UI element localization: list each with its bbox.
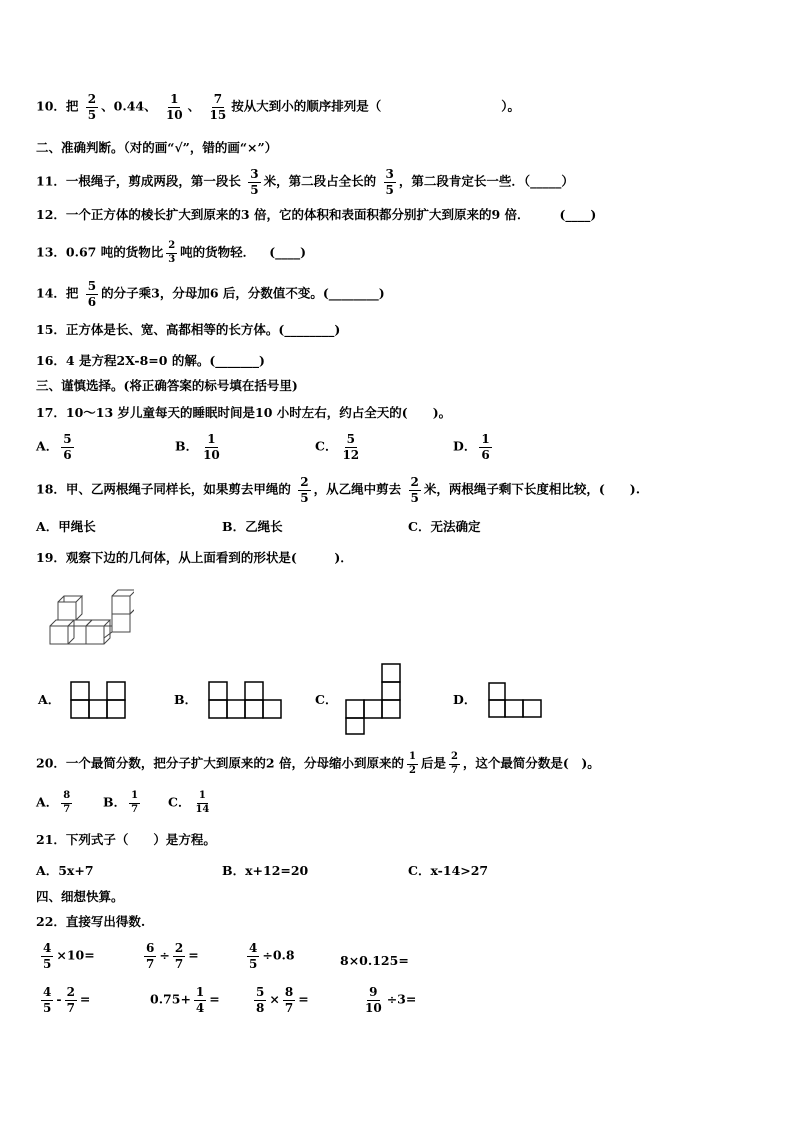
option-a[interactable]: A．甲绳长 — [36, 519, 96, 534]
option-c[interactable]: C． $\frac{5}{12}$ — [315, 432, 360, 462]
question-16: 16．4 是方程2X-8=0 的解。(_______) — [36, 353, 265, 368]
calc-item: $\frac{5}{8}$ × $\frac{8}{7}$ = — [256, 985, 309, 1015]
option-a-label[interactable]: A． — [38, 692, 61, 707]
option-b[interactable]: B． $\frac{1}{10}$ — [175, 432, 220, 462]
question-20: 20．一个最简分数，把分子扩大到原来的2 倍，分母缩小到原来的 $\frac{1}{2}$ 后是 $\frac{2}{7}$ ，这个最简分数是( )。 — [36, 751, 600, 776]
fraction: $\frac{5}{6}$ — [87, 279, 97, 309]
calc-item: 8×0.125= — [340, 953, 409, 968]
cube-solid-figure — [44, 586, 134, 652]
option-c-label[interactable]: C． — [315, 692, 338, 707]
fraction: $\frac{2}{5}$ — [87, 92, 97, 122]
question-14: 14．把 $\frac{5}{6}$ 的分子乘3，分母加6 后，分数值不变。(________) — [36, 279, 385, 309]
fraction: $\frac{3}{5}$ — [385, 167, 394, 197]
section-heading: 二、准确判断。（对的画“√”，错的画“×”） — [36, 140, 278, 155]
option-b-shape[interactable] — [208, 681, 282, 719]
question-10: 10．把 $\frac{2}{5}$ 、0.44、 $\frac{1}{10}$ 、 $\frac{7}{15}$ 按从大到小的顺序排列是（ ）。 — [36, 92, 521, 122]
option-a[interactable]: A． $\frac{8}{7}$ — [36, 790, 71, 815]
question-13: 13．0.67 吨的货物比 $\frac{2}{3}$ 吨的货物轻． (____) — [36, 240, 307, 265]
option-b[interactable]: B． $\frac{1}{7}$ — [103, 790, 139, 815]
option-a[interactable]: A．5x+7 — [36, 863, 94, 878]
question-21: 21．下列式子（ ）是方程。 — [36, 832, 216, 847]
fraction: $\frac{1}{2}$ — [408, 751, 416, 776]
question-number: 10． — [36, 98, 66, 114]
option-a[interactable]: A． $\frac{5}{6}$ — [36, 432, 72, 462]
answer-blank: (____) — [269, 244, 307, 260]
option-d-label[interactable]: D． — [453, 692, 477, 707]
option-a-shape[interactable] — [70, 681, 126, 719]
fraction: $\frac{2}{7}$ — [450, 751, 458, 776]
answer-blank: (____) — [559, 207, 597, 222]
question-12: 12．一个正方体的棱长扩大到原来的3 倍，它的体积和表面积都分别扩大到原来的9 倍． (____) — [36, 207, 597, 222]
calc-item: 0.75+ $\frac{1}{4}$ = — [150, 985, 220, 1015]
section-heading: 四、细想快算。 — [36, 889, 124, 904]
calc-item: $\frac{6}{7}$ ÷ $\frac{2}{7}$ = — [146, 941, 199, 971]
fraction: $\frac{2}{5}$ — [300, 475, 309, 505]
fraction: $\frac{7}{15}$ — [209, 92, 227, 122]
fraction: $\frac{2}{3}$ — [168, 240, 176, 265]
option-c-shape[interactable] — [345, 663, 401, 735]
question-19: 19．观察下边的几何体，从上面看到的形状是( )． — [36, 550, 353, 565]
question-18: 18．甲、乙两根绳子同样长，如果剪去甲绳的 $\frac{2}{5}$ ，从乙绳中剪去 $\frac{2}{5}$ 米，两根绳子剩下长度相比较，( ). — [36, 475, 641, 505]
option-b[interactable]: B．乙绳长 — [222, 519, 283, 534]
option-c[interactable]: C．无法确定 — [408, 519, 481, 534]
section-heading: 三、谨慎选择。(将正确答案的标号填在括号里) — [36, 378, 298, 393]
option-b-label[interactable]: B． — [174, 692, 198, 707]
option-d[interactable]: D． $\frac{1}{6}$ — [453, 432, 490, 462]
fraction: $\frac{3}{5}$ — [250, 167, 259, 197]
calc-item: $\frac{4}{5}$ ×10= — [43, 941, 95, 971]
calc-item: $\frac{9}{10}$ ÷3= — [365, 985, 417, 1015]
calc-item: $\frac{4}{5}$ - $\frac{2}{7}$ = — [43, 985, 91, 1015]
fraction: $\frac{1}{10}$ — [165, 92, 183, 122]
fraction: $\frac{2}{5}$ — [410, 475, 419, 505]
option-d-shape[interactable] — [488, 682, 544, 718]
option-c[interactable]: C．x-14>27 — [408, 863, 489, 878]
option-b[interactable]: B．x+12=20 — [222, 863, 309, 878]
question-15: 15．正方体是长、宽、高都相等的长方体。(________) — [36, 322, 341, 337]
option-c[interactable]: C． $\frac{1}{14}$ — [168, 790, 210, 815]
question-22: 22．直接写出得数. — [36, 914, 146, 929]
question-17: 17．10～13 岁儿童每天的睡眠时间是10 小时左右，约占全天的( )。 — [36, 405, 452, 420]
question-11: 11．一根绳子，剪成两段，第一段长 $\frac{3}{5}$ 米，第二段占全长的 $\frac{3}{5}$ ，第二段肯定长一些．（_____） — [36, 167, 574, 197]
calc-item: $\frac{4}{5}$ ÷0.8 — [249, 941, 295, 971]
